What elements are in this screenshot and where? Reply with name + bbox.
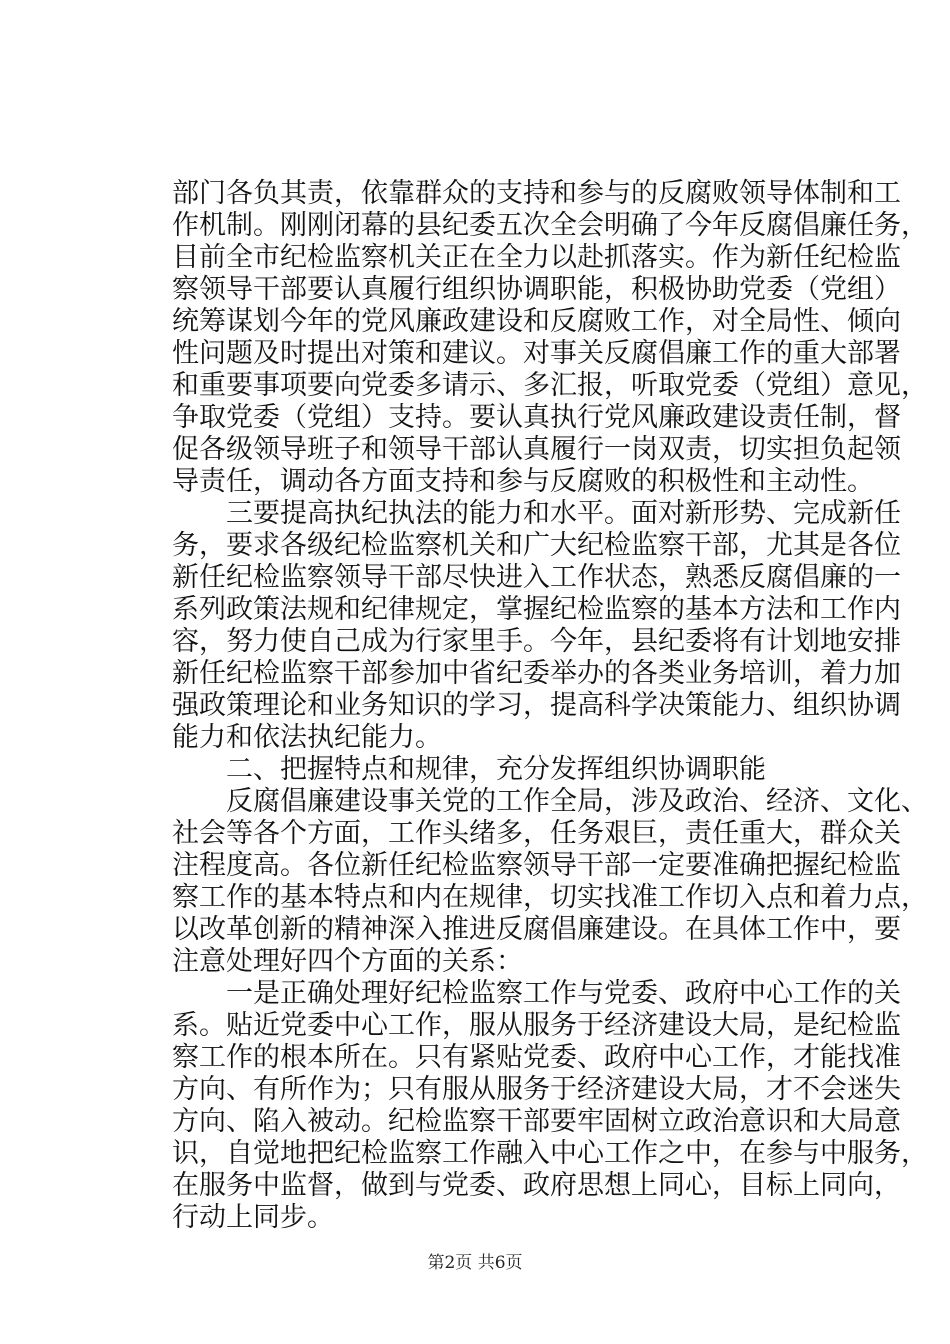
text-line: 强政策理论和业务知识的学习，提高科学决策能力、组织协调 — [172, 690, 901, 721]
text-line: 方向、陷入被动。纪检监察干部要牢固树立政治意识和大局意 — [172, 1106, 901, 1137]
text-line: 导责任，调动各方面支持和参与反腐败的积极性和主动性。 — [172, 466, 874, 497]
text-line: 反腐倡廉建设事关党的工作全局，涉及政治、经济、文化、 — [172, 786, 928, 817]
text-line: 系。贴近党委中心工作，服从服务于经济建设大局，是纪检监 — [172, 1010, 901, 1041]
text-line: 行动上同步。 — [172, 1202, 334, 1233]
text-line: 三要提高执纪执法的能力和水平。面对新形势、完成新任 — [172, 498, 901, 529]
text-line: 和重要事项要向党委多请示、多汇报，听取党委（党组）意见， — [172, 370, 928, 401]
text-line: 目前全市纪检监察机关正在全力以赴抓落实。作为新任纪检监 — [172, 242, 901, 273]
text-line: 统筹谋划今年的党风廉政建设和反腐败工作，对全局性、倾向 — [172, 306, 901, 337]
text-line: 能力和依法执纪能力。 — [172, 722, 442, 753]
text-line: 争取党委（党组）支持。要认真执行党风廉政建设责任制，督 — [172, 402, 901, 433]
text-line: 新任纪检监察领导干部尽快进入工作状态，熟悉反腐倡廉的一 — [172, 562, 901, 593]
text-line: 性问题及时提出对策和建议。对事关反腐倡廉工作的重大部署 — [172, 338, 901, 369]
text-line: 社会等各个方面，工作头绪多，任务艰巨，责任重大，群众关 — [172, 818, 901, 849]
text-line: 容，努力使自己成为行家里手。今年，县纪委将有计划地安排 — [172, 626, 901, 657]
text-line: 一是正确处理好纪检监察工作与党委、政府中心工作的关 — [172, 978, 901, 1009]
text-line: 察工作的基本特点和内在规律，切实找准工作切入点和着力点， — [172, 882, 928, 913]
page-footer: 第2页 共6页 — [427, 1253, 523, 1273]
text-line: 以改革创新的精神深入推进反腐倡廉建设。在具体工作中，要 — [172, 914, 901, 945]
text-line: 察工作的根本所在。只有紧贴党委、政府中心工作，才能找准 — [172, 1042, 901, 1073]
text-line: 务，要求各级纪检监察机关和广大纪检监察干部，尤其是各位 — [172, 530, 901, 561]
text-line: 部门各负其责，依靠群众的支持和参与的反腐败领导体制和工 — [172, 178, 901, 209]
text-line: 新任纪检监察干部参加中省纪委举办的各类业务培训，着力加 — [172, 658, 901, 689]
text-line: 二、把握特点和规律，充分发挥组织协调职能 — [172, 754, 766, 785]
text-line: 在服务中监督，做到与党委、政府思想上同心，目标上同向， — [172, 1170, 901, 1201]
text-line: 注程度高。各位新任纪检监察领导干部一定要准确把握纪检监 — [172, 850, 901, 881]
body-text — [172, 178, 928, 1234]
text-line: 系列政策法规和纪律规定，掌握纪检监察的基本方法和工作内 — [172, 594, 901, 625]
text-line: 识，自觉地把纪检监察工作融入中心工作之中，在参与中服务， — [172, 1138, 928, 1169]
text-line: 作机制。刚刚闭幕的县纪委五次全会明确了今年反腐倡廉任务， — [172, 210, 928, 241]
text-line: 方向、有所作为；只有服从服务于经济建设大局，才不会迷失 — [172, 1074, 901, 1105]
text-line: 察领导干部要认真履行组织协调职能，积极协助党委（党组） — [172, 274, 901, 305]
text-line: 注意处理好四个方面的关系： — [172, 946, 523, 977]
text-line: 促各级领导班子和领导干部认真履行一岗双责，切实担负起领 — [172, 434, 901, 465]
